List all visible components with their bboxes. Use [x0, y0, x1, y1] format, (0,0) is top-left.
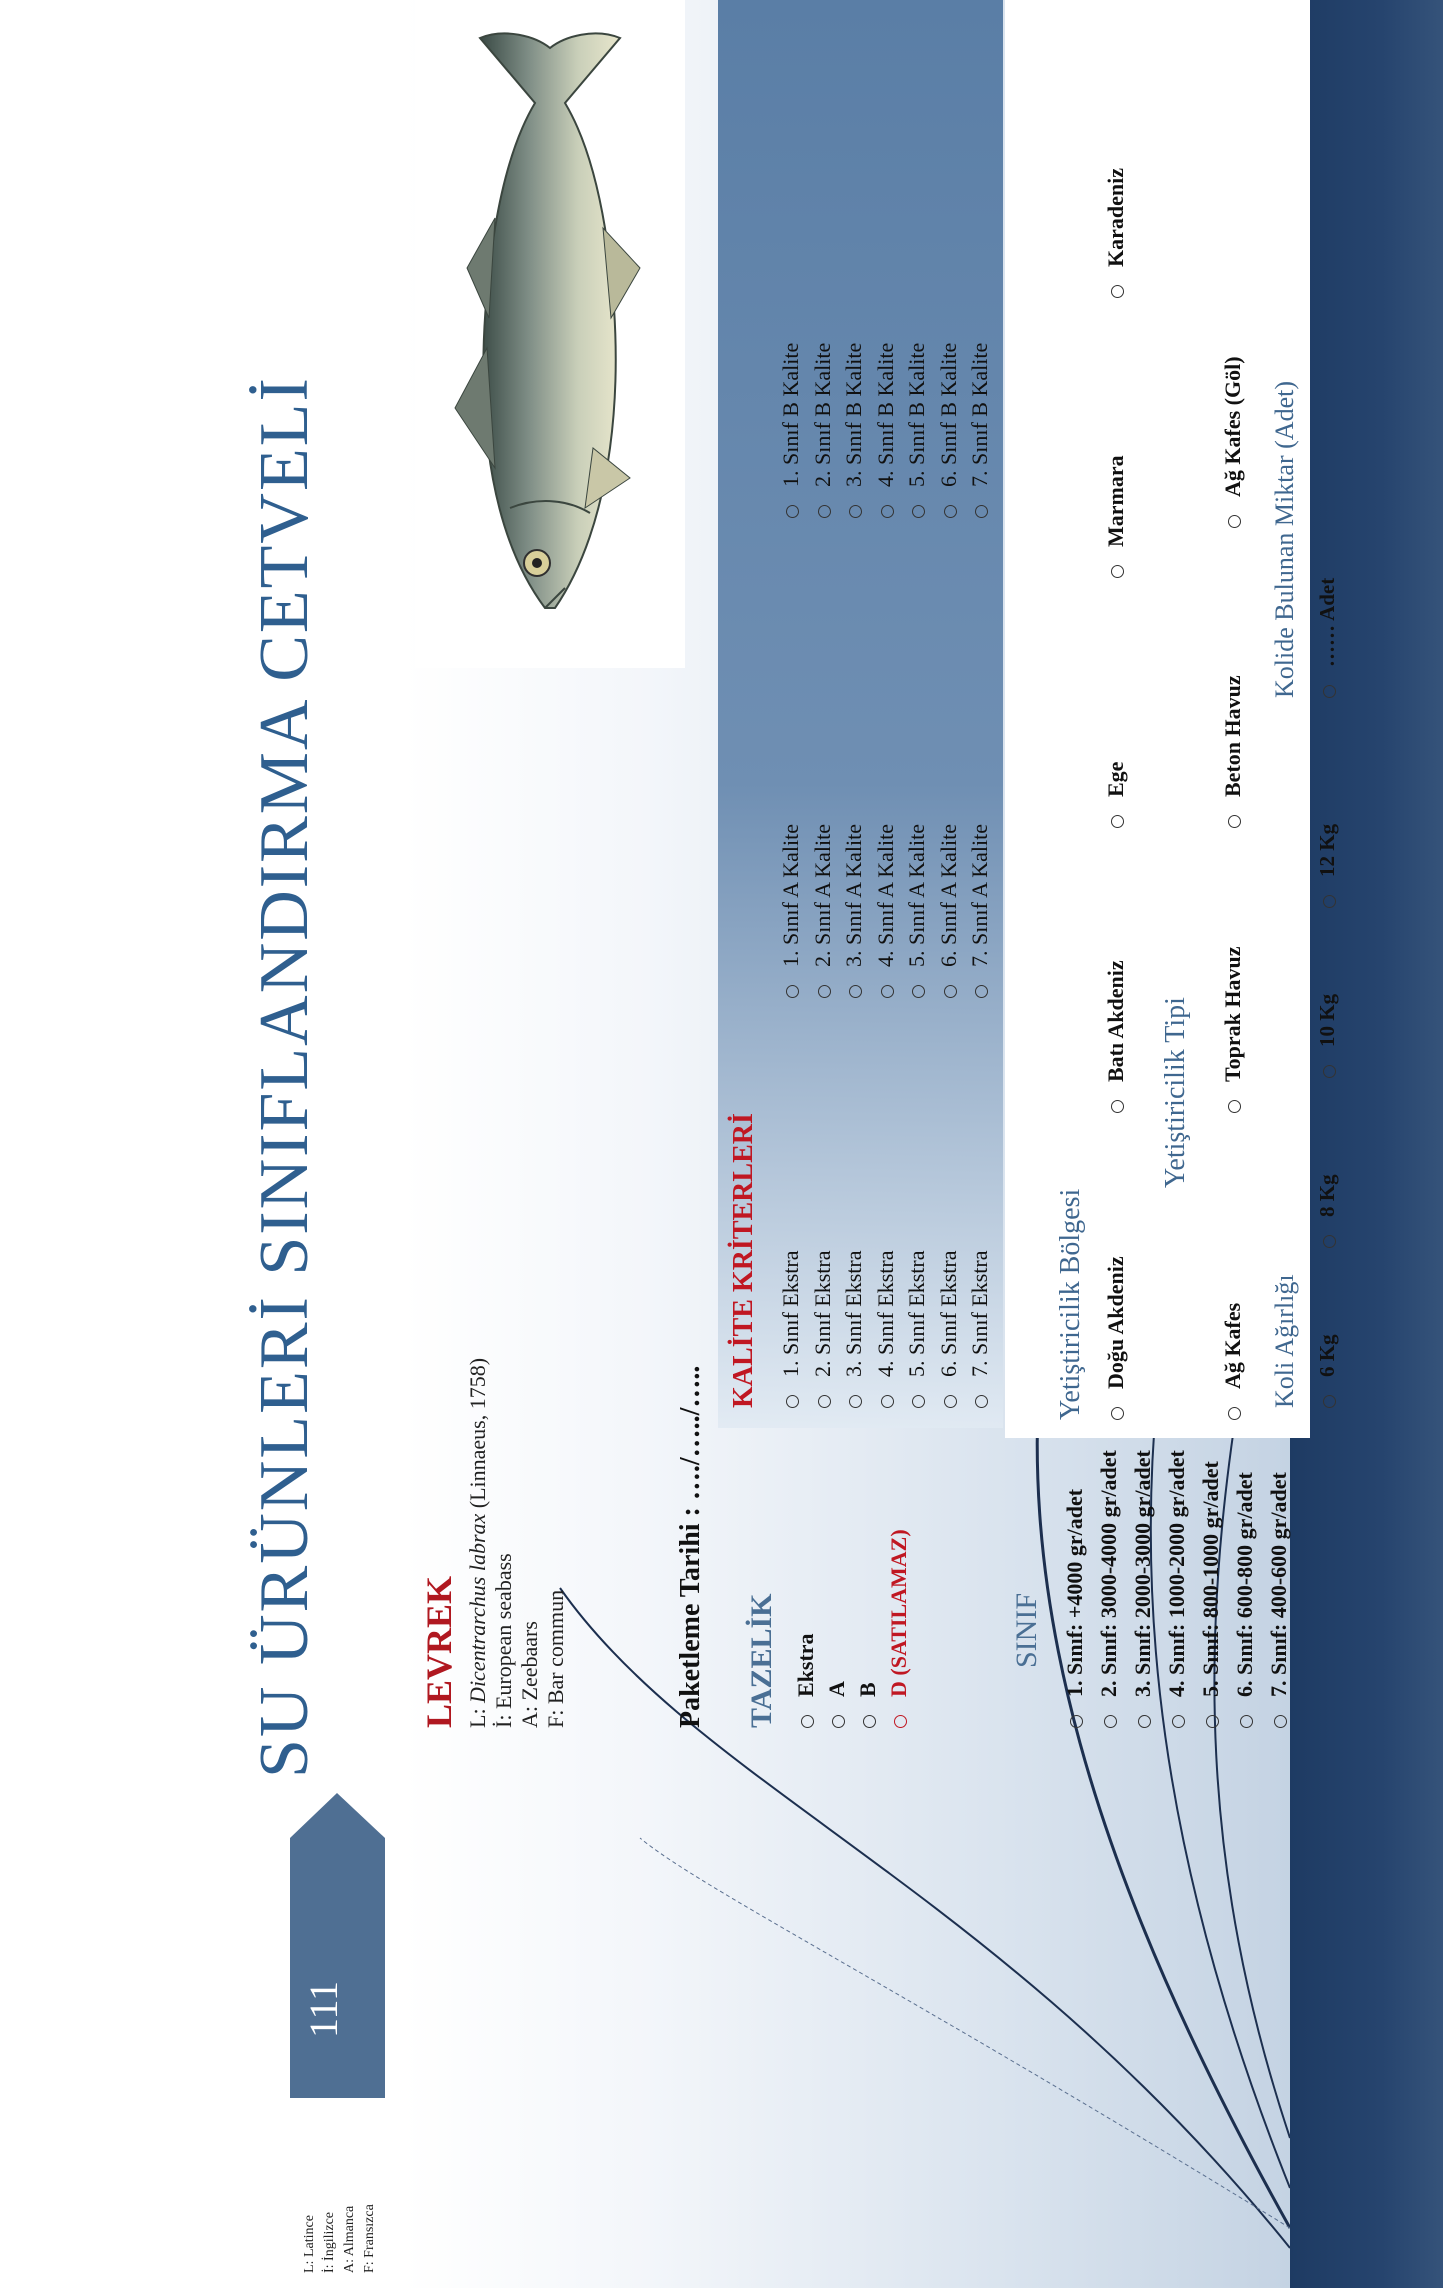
species-names-block — [465, 1358, 569, 1728]
radio-circle-icon[interactable] — [912, 1395, 925, 1408]
region-option-karadeniz[interactable]: Karadeniz — [1103, 168, 1129, 298]
radio-circle-icon[interactable] — [1070, 1715, 1083, 1728]
kalite-option[interactable]: 7. Sınıf A Kalite — [964, 824, 996, 998]
tazelik-option-b[interactable]: B — [852, 1529, 883, 1728]
kalite-option[interactable]: 5. Sınıf A Kalite — [901, 824, 933, 998]
kalite-option[interactable]: 4. Sınıf Ekstra — [870, 1251, 902, 1409]
sinif-heading: SINIF — [1010, 1592, 1043, 1668]
tazelik-options — [790, 1529, 914, 1728]
box-weight-option-8kg[interactable]: 8 Kg — [1315, 1174, 1340, 1248]
footer-bar — [1290, 0, 1443, 2288]
radio-circle-icon[interactable] — [1104, 1715, 1117, 1728]
radio-circle-icon[interactable] — [1111, 1407, 1124, 1420]
latin-name: L: Dicentrarchus labrax (Linnaeus, 1758) — [465, 1357, 490, 1728]
farming-type-option-ag-kafes[interactable]: Ağ Kafes — [1220, 1303, 1246, 1420]
radio-circle-icon[interactable] — [1323, 1235, 1336, 1248]
kalite-option[interactable]: 6. Sınıf Ekstra — [933, 1251, 965, 1409]
kalite-option[interactable]: 1. Sınıf B Kalite — [775, 343, 807, 518]
radio-circle-icon[interactable] — [849, 985, 862, 998]
sinif-option-5[interactable]: 5. Sınıf: 800-1000 gr/adet — [1194, 1450, 1228, 1728]
english-name: İ: European seabass — [491, 1553, 516, 1728]
radio-circle-icon[interactable] — [975, 985, 988, 998]
radio-circle-icon[interactable] — [912, 985, 925, 998]
french-name: F: Bar commun — [543, 1589, 568, 1728]
kalite-option[interactable]: 4. Sınıf A Kalite — [870, 824, 902, 998]
radio-circle-icon[interactable] — [881, 1395, 894, 1408]
radio-circle-icon[interactable] — [944, 1395, 957, 1408]
radio-circle-icon[interactable] — [1228, 1407, 1241, 1420]
radio-circle-icon[interactable] — [975, 1395, 988, 1408]
sinif-option-1[interactable]: 1. Sınıf: +4000 gr/adet — [1058, 1450, 1092, 1728]
tazelik-heading: TAZELİK — [745, 1593, 778, 1728]
radio-circle-icon[interactable] — [1228, 815, 1241, 828]
radio-circle-icon[interactable] — [1228, 515, 1241, 528]
kalite-option[interactable]: 1. Sınıf A Kalite — [775, 824, 807, 998]
page-title: SU ÜRÜNLERİ SINIFLANDIRMA CETVELİ — [246, 376, 323, 1778]
farming-type-option-ag-kafes-gol[interactable]: Ağ Kafes (Göl) — [1220, 356, 1246, 528]
box-count-field[interactable]: …… Adet — [1315, 578, 1340, 698]
kalite-column-b — [775, 343, 996, 518]
radio-circle-icon[interactable] — [912, 505, 925, 518]
packaging-date: Paketleme Tarihi : …./…../….. — [675, 1365, 706, 1728]
kalite-option[interactable]: 1. Sınıf Ekstra — [775, 1251, 807, 1409]
sinif-options — [1058, 1450, 1296, 1728]
kalite-column-a — [775, 824, 996, 998]
kalite-option[interactable]: 5. Sınıf B Kalite — [901, 343, 933, 518]
radio-circle-icon[interactable] — [786, 505, 799, 518]
german-name: A: Zeebaars — [517, 1621, 542, 1728]
kalite-heading: KALİTE KRİTERLERİ — [728, 1113, 759, 1408]
farming-type-option-beton-havuz[interactable]: Beton Havuz — [1220, 675, 1246, 828]
kalite-option[interactable]: 6. Sınıf A Kalite — [933, 824, 965, 998]
region-heading: Yetiştiricilik Bölgesi — [1055, 1188, 1086, 1420]
radio-circle-icon[interactable] — [1323, 1065, 1336, 1078]
radio-circle-icon[interactable] — [786, 985, 799, 998]
sinif-option-4[interactable]: 4. Sınıf: 1000-2000 gr/adet — [1160, 1450, 1194, 1728]
radio-circle-icon[interactable] — [944, 505, 957, 518]
region-option-ege[interactable]: Ege — [1103, 762, 1129, 828]
radio-circle-icon[interactable] — [1111, 565, 1124, 578]
legend-item: İ: İngilizce — [322, 2211, 337, 2273]
radio-circle-icon[interactable] — [1206, 1715, 1219, 1728]
radio-circle-icon[interactable] — [1172, 1715, 1185, 1728]
legend-item: L: Latince — [302, 2215, 317, 2273]
legend-item: F: Fransızca — [362, 2204, 377, 2273]
radio-circle-icon[interactable] — [818, 505, 831, 518]
page-number-tab-tip — [290, 1793, 385, 1838]
radio-circle-icon[interactable] — [1274, 1715, 1287, 1728]
sinif-option-6[interactable]: 6. Sınıf: 600-800 gr/adet — [1228, 1450, 1262, 1728]
tazelik-option-a[interactable]: A — [821, 1529, 852, 1728]
radio-circle-icon[interactable] — [1111, 1100, 1124, 1113]
farming-type-option-toprak-havuz[interactable]: Toprak Havuz — [1220, 946, 1246, 1113]
radio-circle-icon[interactable] — [1111, 285, 1124, 298]
kalite-option[interactable]: 2. Sınıf Ekstra — [807, 1251, 839, 1409]
radio-circle-icon[interactable] — [881, 985, 894, 998]
radio-circle-icon[interactable] — [1138, 1715, 1151, 1728]
region-option-marmara[interactable]: Marmara — [1103, 455, 1129, 578]
radio-circle-icon[interactable] — [975, 505, 988, 518]
tazelik-option-d[interactable]: D (SATILAMAZ) — [883, 1529, 914, 1728]
kalite-column-ekstra — [775, 1251, 996, 1409]
page-number-tab — [290, 1838, 385, 2098]
kalite-option[interactable]: 3. Sınıf B Kalite — [838, 343, 870, 518]
radio-circle-icon[interactable] — [818, 985, 831, 998]
kalite-option[interactable]: 2. Sınıf B Kalite — [807, 343, 839, 518]
radio-circle-icon[interactable] — [1111, 815, 1124, 828]
legend-item: A: Almanca — [342, 2205, 357, 2273]
page-number: 111 — [301, 1980, 346, 2038]
box-count-heading: Kolide Bulunan Miktar (Adet) — [1270, 381, 1299, 698]
box-weight-heading: Koli Ağırlığı — [1270, 1274, 1299, 1408]
radio-circle-icon[interactable] — [801, 1715, 814, 1728]
box-weight-option-6kg[interactable]: 6 Kg — [1315, 1334, 1340, 1408]
radio-circle-icon[interactable] — [832, 1715, 845, 1728]
language-legend — [300, 2204, 380, 2273]
box-weight-option-10kg[interactable]: 10 Kg — [1315, 994, 1340, 1078]
farming-type-heading: Yetiştiricilik Tipi — [1160, 997, 1191, 1188]
kalite-option[interactable]: 5. Sınıf Ekstra — [901, 1251, 933, 1409]
region-option-dogu-akdeniz[interactable]: Doğu Akdeniz — [1103, 1256, 1129, 1420]
kalite-option[interactable]: 4. Sınıf B Kalite — [870, 343, 902, 518]
radio-circle-icon[interactable] — [944, 985, 957, 998]
radio-circle-icon[interactable] — [863, 1715, 876, 1728]
radio-circle-icon[interactable] — [1228, 1100, 1241, 1113]
radio-circle-icon[interactable] — [849, 1395, 862, 1408]
kalite-option[interactable]: 6. Sınıf B Kalite — [933, 343, 965, 518]
seabass-illustration — [425, 0, 675, 648]
kalite-option[interactable]: 3. Sınıf Ekstra — [838, 1251, 870, 1409]
region-option-bati-akdeniz[interactable]: Batı Akdeniz — [1103, 960, 1129, 1113]
radio-circle-icon[interactable] — [1323, 685, 1336, 698]
kalite-criteria-box — [718, 0, 1003, 1428]
radio-circle-icon[interactable] — [881, 505, 894, 518]
box-weight-option-12kg[interactable]: 12 Kg — [1315, 824, 1340, 908]
radio-circle-icon[interactable] — [1323, 895, 1336, 908]
sinif-option-2[interactable]: 2. Sınıf: 3000-4000 gr/adet — [1092, 1450, 1126, 1728]
radio-circle-icon[interactable] — [894, 1715, 907, 1728]
sinif-option-3[interactable]: 3. Sınıf: 2000-3000 gr/adet — [1126, 1450, 1160, 1728]
tazelik-option-ekstra[interactable]: Ekstra — [790, 1529, 821, 1728]
radio-circle-icon[interactable] — [818, 1395, 831, 1408]
kalite-option[interactable]: 2. Sınıf A Kalite — [807, 824, 839, 998]
kalite-option[interactable]: 3. Sınıf A Kalite — [838, 824, 870, 998]
sinif-option-7[interactable]: 7. Sınıf: 400-600 gr/adet — [1262, 1450, 1296, 1728]
radio-circle-icon[interactable] — [1240, 1715, 1253, 1728]
species-name: LEVREK — [419, 1575, 459, 1728]
radio-circle-icon[interactable] — [786, 1395, 799, 1408]
radio-circle-icon[interactable] — [1323, 1395, 1336, 1408]
kalite-option[interactable]: 7. Sınıf Ekstra — [964, 1251, 996, 1409]
radio-circle-icon[interactable] — [849, 505, 862, 518]
kalite-option[interactable]: 7. Sınıf B Kalite — [964, 343, 996, 518]
farming-info-box — [1005, 0, 1310, 1438]
